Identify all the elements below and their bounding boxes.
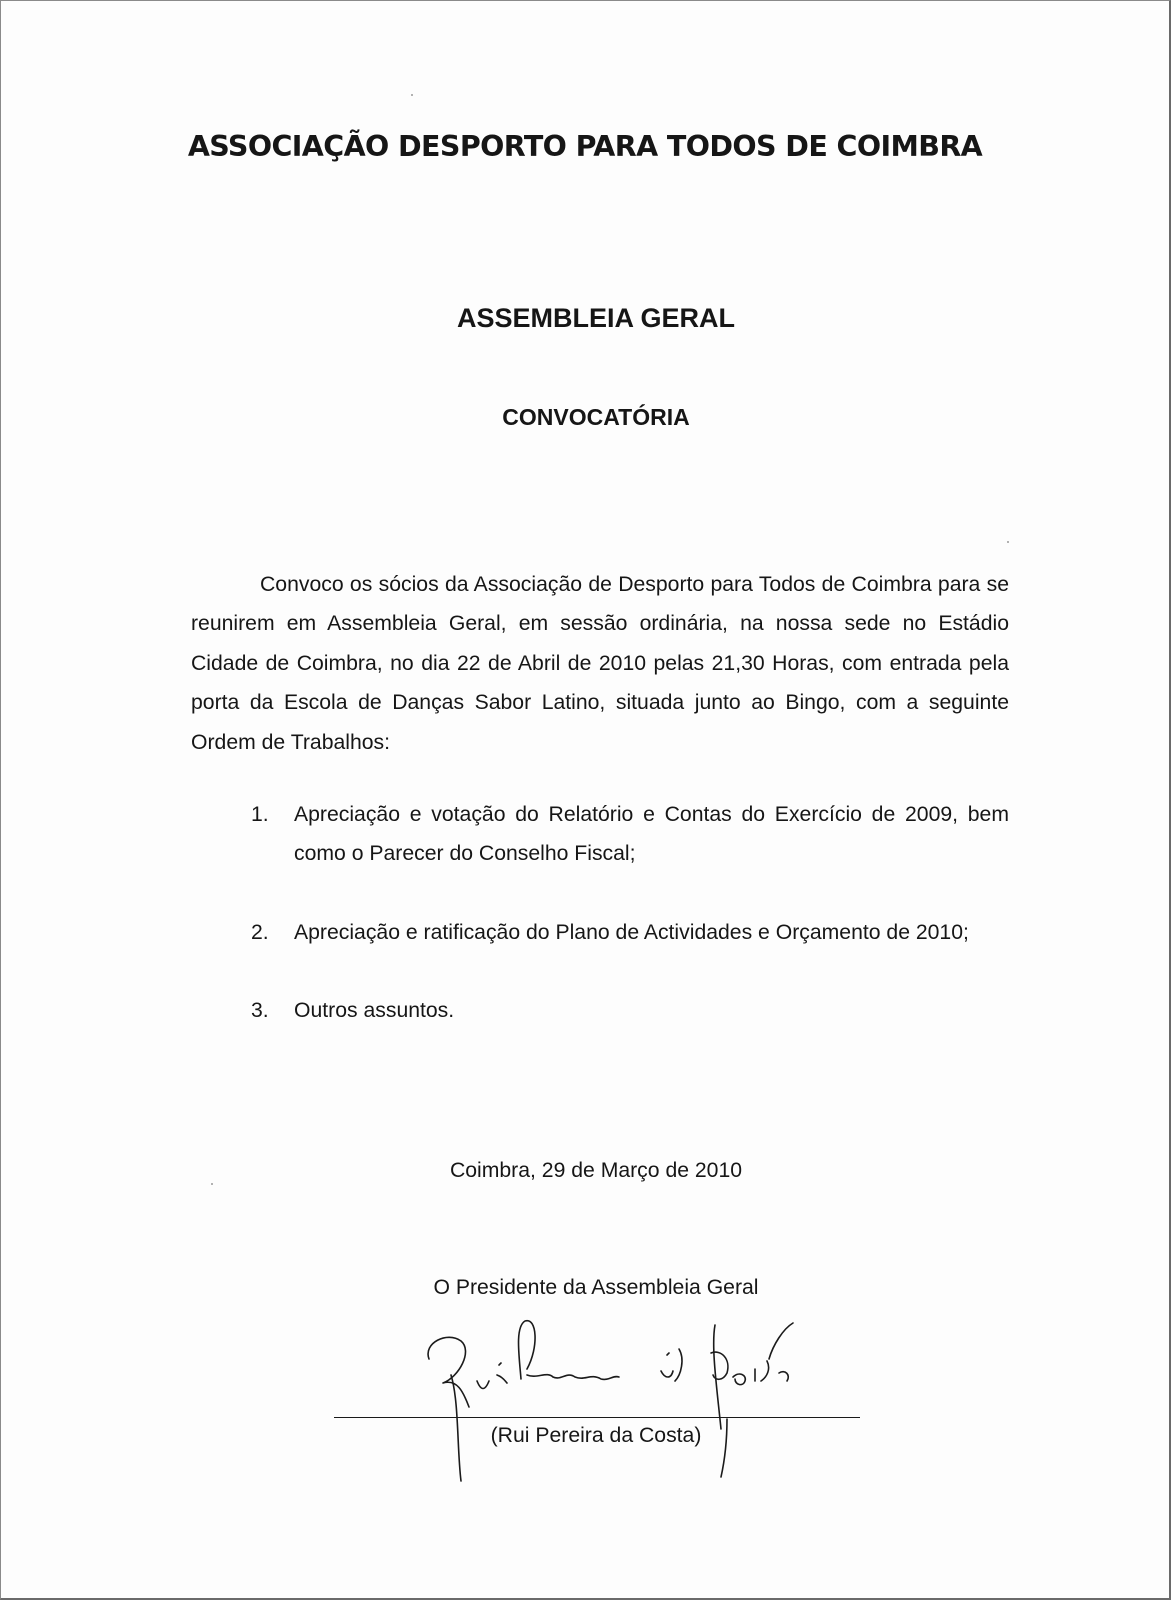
assembly-heading: ASSEMBLEIA GERAL — [456, 303, 735, 333]
place-date: Coimbra, 29 de Março de 2010 — [449, 1159, 743, 1182]
convocation-body: Convoco os sócios da Associação de Desporto para Todos de Coimbra para se reunirem em Assembleia Geral, em sessão ordinária, na nossa sede no Estádio Cidade de Coimbra, no dia 22 de Abril de 2010 pelas 21,30 Horas, com entrada pela porta da Escola de Danças Sabor Latino, situada junto ao Bingo, com a seguinte Ordem de Trabalhos: — [191, 573, 1009, 754]
agenda-item — [251, 991, 1009, 1030]
convocation-heading: CONVOCATÓRIA — [502, 404, 690, 430]
scan-speck — [411, 94, 413, 96]
agenda-item-text: Outros assuntos. — [294, 999, 455, 1023]
agenda-item — [251, 795, 1009, 874]
handwritten-signature — [421, 1319, 821, 1519]
scan-speck — [1007, 541, 1009, 543]
signatory-name: (Rui Pereira da Costa) — [490, 1424, 702, 1447]
signatory-title: O Presidente da Assembleia Geral — [433, 1276, 759, 1299]
agenda-list — [251, 795, 1009, 1070]
agenda-item-number: 1. — [251, 803, 269, 826]
organization-title: ASSOCIAÇÃO DESPORTO PARA TODOS DE COIMBRA — [187, 130, 983, 163]
agenda-item — [251, 913, 1009, 952]
agenda-item-text: Apreciação e ratificação do Plano de Actividades e Orçamento de 2010; — [294, 920, 969, 944]
agenda-item-number: 3. — [251, 999, 269, 1023]
agenda-item-number: 2. — [251, 920, 269, 944]
agenda-item-text: Apreciação e votação do Relatório e Contas do Exercício de 2009, bem como o Parecer do Conselho Fiscal; — [294, 803, 1009, 866]
